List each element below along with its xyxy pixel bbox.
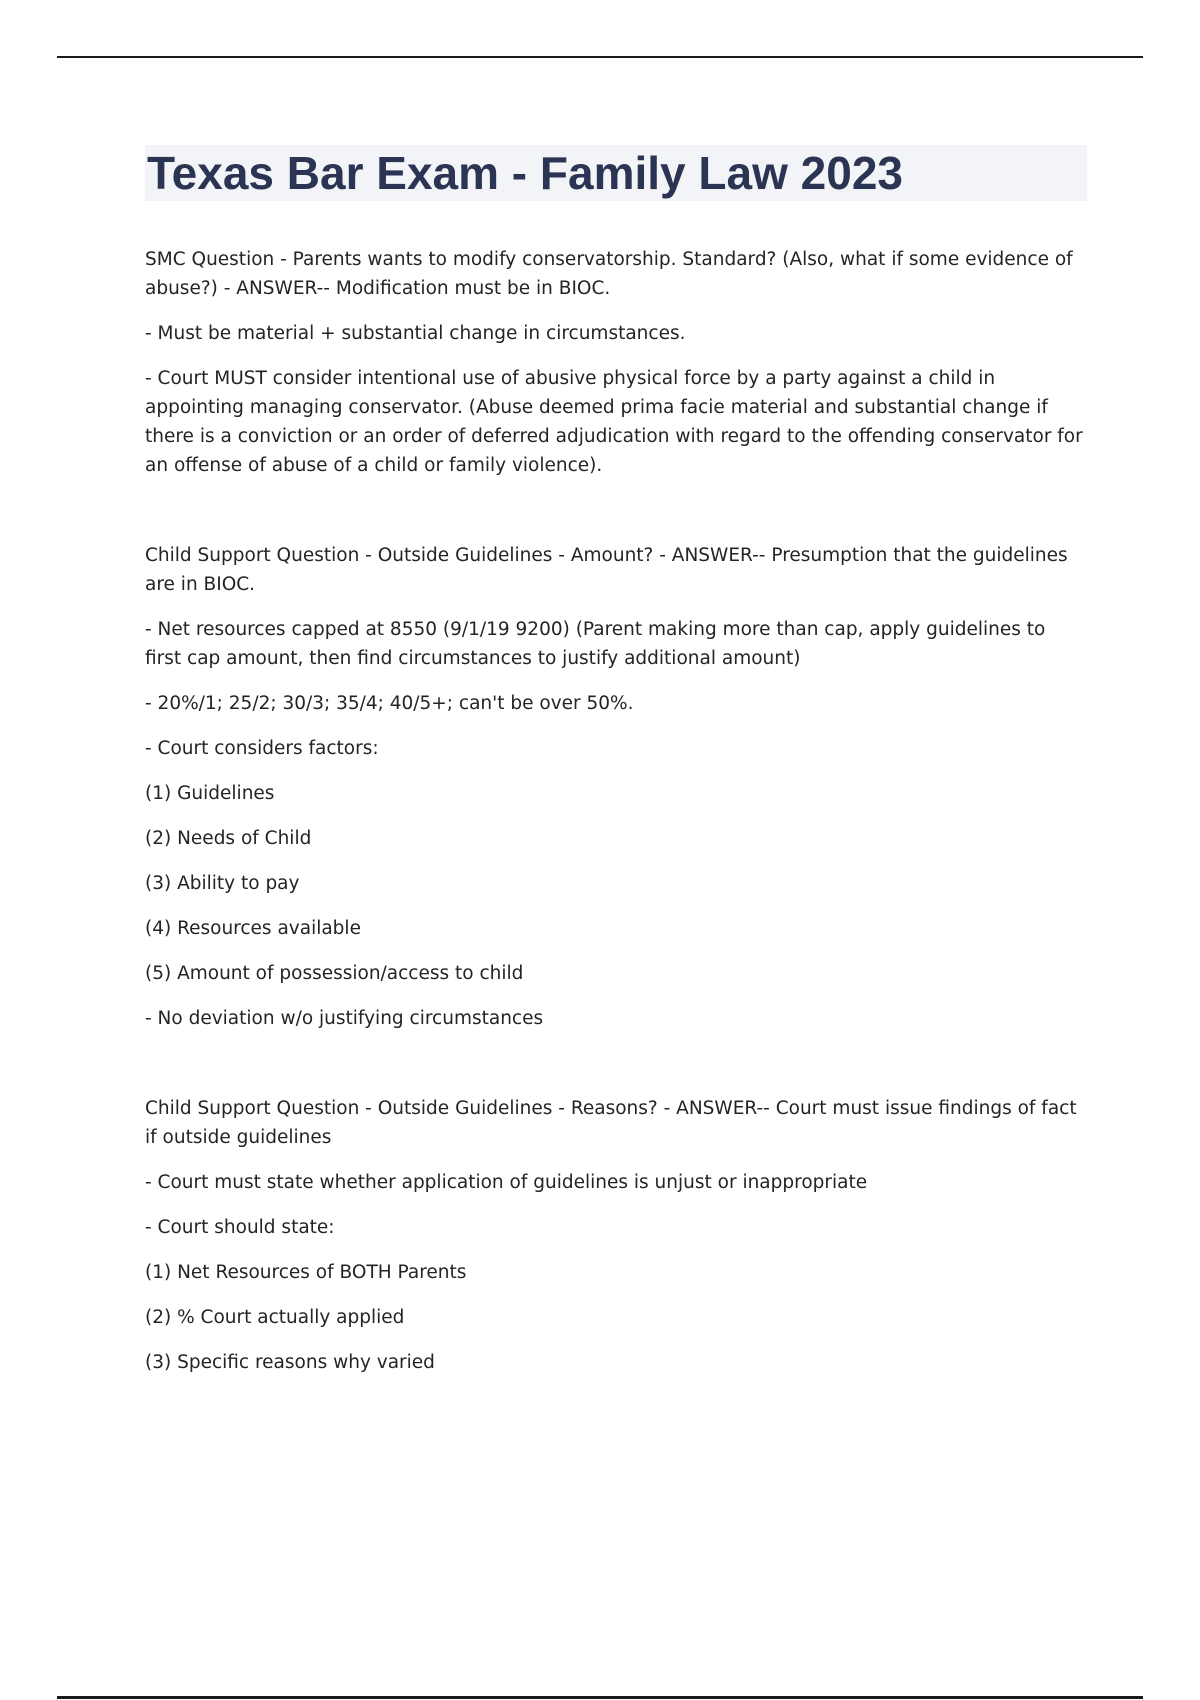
answer-point: - Court MUST consider intentional use of abusive physical force by a party against a child in appointing managing conservator. (Abuse deemed prima facie material and substantial change if there is a conviction or an order of deferred adjudication with regard to the offending conservator for an offense of abuse of a child or family violence). [145,368,1083,476]
document-body [145,245,1087,1438]
answer-point: - 20%/1; 25/2; 30/3; 35/4; 40/5+; can't be over 50%. [145,693,634,714]
factor-item: (2) % Court actually applied [145,1307,405,1328]
answer-point: - No deviation w/o justifying circumstances [145,1008,544,1029]
document-title: Texas Bar Exam - Family Law 2023 [147,147,903,199]
answer-point: - Must be material + substantial change in circumstances. [145,323,686,344]
question-text: Child Support Question - Outside Guidelines - Reasons? - ANSWER-- Court must issue findings of fact if outside guidelines [145,1098,1077,1148]
footer-rule [57,1696,1143,1699]
answer-point: - Court considers factors: [145,738,379,759]
qa-block-support-reasons [145,1094,1087,1377]
factor-item: (1) Net Resources of BOTH Parents [145,1262,467,1283]
factor-item: (3) Ability to pay [145,873,300,894]
answer-point: - Court should state: [145,1217,335,1238]
factor-item: (2) Needs of Child [145,828,312,849]
header-rule [57,56,1143,58]
answer-point: - Court must state whether application of guidelines is unjust or inappropriate [145,1172,868,1193]
factor-item: (4) Resources available [145,918,361,939]
factor-item: (3) Specific reasons why varied [145,1352,435,1373]
factor-item: (5) Amount of possession/access to child [145,963,524,984]
answer-point: - Net resources capped at 8550 (9/1/19 9200) (Parent making more than cap, apply guidelines to first cap amount, then find circumstances to justify additional amount) [145,619,1046,669]
factor-item: (1) Guidelines [145,783,275,804]
qa-block-modification [145,245,1087,480]
qa-block-support-amount [145,541,1087,1033]
question-text: SMC Question - Parents wants to modify conservatorship. Standard? (Also, what if some evidence of abuse?) - ANSWER-- Modification must be in BIOC. [145,249,1073,299]
question-text: Child Support Question - Outside Guidelines - Amount? - ANSWER-- Presumption that the guidelines are in BIOC. [145,545,1068,595]
